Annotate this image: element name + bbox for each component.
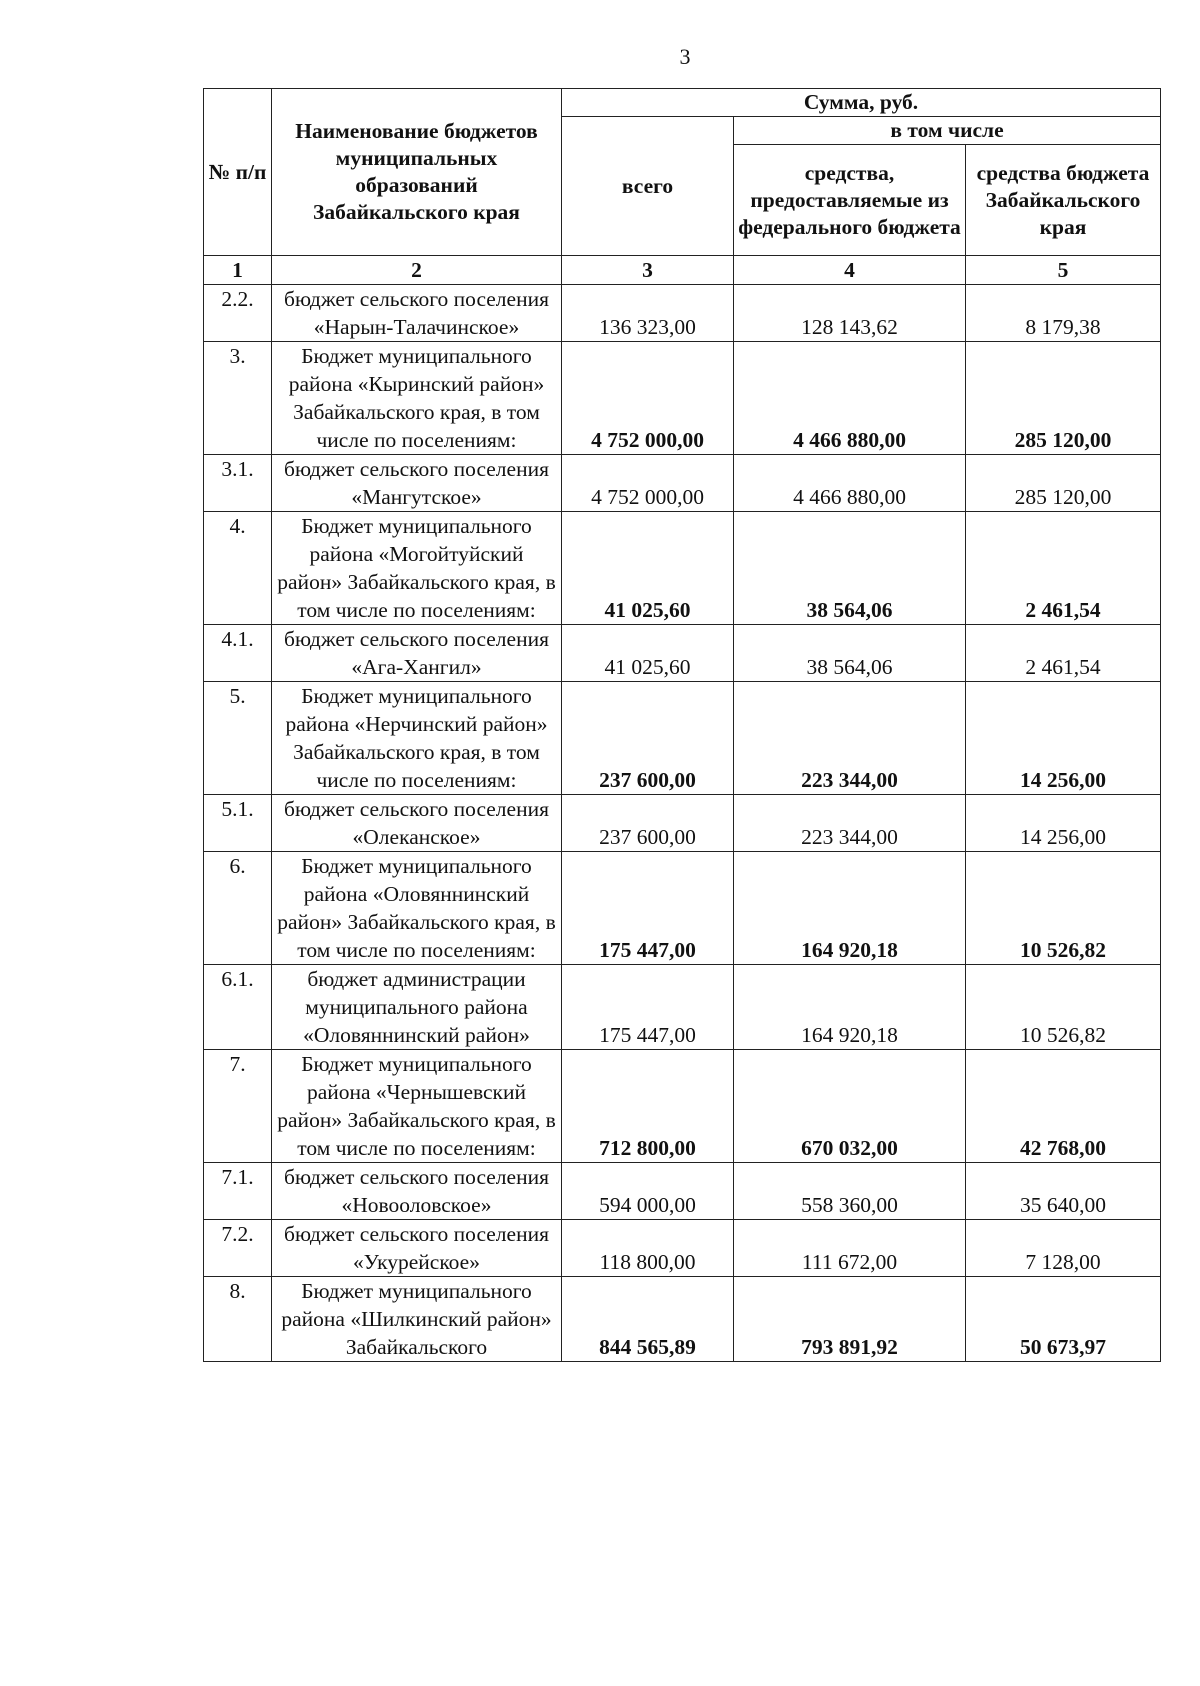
total-amount: 41 025,60 [562, 512, 734, 625]
table-row [204, 512, 1161, 625]
total-amount: 4 752 000,00 [562, 342, 734, 455]
table-body [204, 285, 1161, 1362]
table-row [204, 285, 1161, 342]
total-amount: 175 447,00 [562, 852, 734, 965]
total-amount: 118 800,00 [562, 1220, 734, 1277]
budget-name: Бюджет муниципального района «Нерчинский район» Забайкальского края, в том числе по поселениям: [272, 682, 562, 795]
row-number: 5.1. [204, 795, 272, 852]
federal-amount: 558 360,00 [734, 1163, 966, 1220]
regional-amount: 2 461,54 [966, 625, 1161, 682]
header-including: в том числе [734, 117, 1161, 145]
row-number: 4.1. [204, 625, 272, 682]
row-number: 7.2. [204, 1220, 272, 1277]
total-amount: 41 025,60 [562, 625, 734, 682]
table-row [204, 1220, 1161, 1277]
header-name: Наименование бюджетов муниципальных образований Забайкальского края [272, 89, 562, 256]
regional-amount: 2 461,54 [966, 512, 1161, 625]
table-row [204, 1163, 1161, 1220]
budget-name: Бюджет муниципального района «Кыринский район» Забайкальского края, в том числе по поселениям: [272, 342, 562, 455]
header-regional: средства бюджета Забайкальского края [966, 145, 1161, 256]
total-amount: 136 323,00 [562, 285, 734, 342]
regional-amount: 10 526,82 [966, 852, 1161, 965]
total-amount: 844 565,89 [562, 1277, 734, 1362]
table-row [204, 1277, 1161, 1362]
budget-table [203, 88, 1161, 1362]
federal-amount: 223 344,00 [734, 795, 966, 852]
header-total: всего [562, 117, 734, 256]
table-row [204, 852, 1161, 965]
budget-name: бюджет администрации муниципального района «Оловяннинский район» [272, 965, 562, 1050]
row-number: 8. [204, 1277, 272, 1362]
regional-amount: 285 120,00 [966, 342, 1161, 455]
table-row [204, 625, 1161, 682]
column-number: 3 [562, 256, 734, 285]
total-amount: 237 600,00 [562, 682, 734, 795]
federal-amount: 164 920,18 [734, 965, 966, 1050]
total-amount: 175 447,00 [562, 965, 734, 1050]
federal-amount: 4 466 880,00 [734, 342, 966, 455]
budget-name: бюджет сельского поселения «Новооловское» [272, 1163, 562, 1220]
total-amount: 712 800,00 [562, 1050, 734, 1163]
federal-amount: 38 564,06 [734, 625, 966, 682]
table-row [204, 1050, 1161, 1163]
federal-amount: 793 891,92 [734, 1277, 966, 1362]
table-row [204, 682, 1161, 795]
column-number: 2 [272, 256, 562, 285]
header-federal: средства, предоставляемые из федерального бюджета [734, 145, 966, 256]
federal-amount: 38 564,06 [734, 512, 966, 625]
total-amount: 4 752 000,00 [562, 455, 734, 512]
regional-amount: 14 256,00 [966, 795, 1161, 852]
column-number: 5 [966, 256, 1161, 285]
row-number: 3. [204, 342, 272, 455]
row-number: 7.1. [204, 1163, 272, 1220]
row-number: 3.1. [204, 455, 272, 512]
header-num: № п/п [204, 89, 272, 256]
table-row [204, 455, 1161, 512]
total-amount: 237 600,00 [562, 795, 734, 852]
row-number: 5. [204, 682, 272, 795]
regional-amount: 14 256,00 [966, 682, 1161, 795]
row-number: 2.2. [204, 285, 272, 342]
budget-name: Бюджет муниципального района «Чернышевский район» Забайкальского края, в том числе по поселениям: [272, 1050, 562, 1163]
column-number: 1 [204, 256, 272, 285]
row-number: 6.1. [204, 965, 272, 1050]
row-number: 6. [204, 852, 272, 965]
total-amount: 594 000,00 [562, 1163, 734, 1220]
budget-name: бюджет сельского поселения «Ага-Хангил» [272, 625, 562, 682]
budget-name: бюджет сельского поселения «Нарын-Талачинское» [272, 285, 562, 342]
table-header [204, 89, 1161, 285]
page-number: 3 [679, 44, 691, 69]
regional-amount: 50 673,97 [966, 1277, 1161, 1362]
column-number: 4 [734, 256, 966, 285]
regional-amount: 10 526,82 [966, 965, 1161, 1050]
regional-amount: 285 120,00 [966, 455, 1161, 512]
federal-amount: 670 032,00 [734, 1050, 966, 1163]
budget-name: Бюджет муниципального района «Могойтуйский район» Забайкальского края, в том числе по поселениям: [272, 512, 562, 625]
regional-amount: 7 128,00 [966, 1220, 1161, 1277]
regional-amount: 35 640,00 [966, 1163, 1161, 1220]
budget-name: Бюджет муниципального района «Оловяннинский район» Забайкальского края, в том числе по поселениям: [272, 852, 562, 965]
federal-amount: 223 344,00 [734, 682, 966, 795]
header-sum: Сумма, руб. [562, 89, 1161, 117]
table-row [204, 795, 1161, 852]
budget-name: бюджет сельского поселения «Укурейское» [272, 1220, 562, 1277]
budget-name: бюджет сельского поселения «Олеканское» [272, 795, 562, 852]
row-number: 4. [204, 512, 272, 625]
table-row [204, 342, 1161, 455]
row-number: 7. [204, 1050, 272, 1163]
budget-name: Бюджет муниципального района «Шилкинский район» Забайкальского [272, 1277, 562, 1362]
budget-name: бюджет сельского поселения «Мангутское» [272, 455, 562, 512]
federal-amount: 4 466 880,00 [734, 455, 966, 512]
federal-amount: 164 920,18 [734, 852, 966, 965]
federal-amount: 111 672,00 [734, 1220, 966, 1277]
table-row [204, 965, 1161, 1050]
regional-amount: 42 768,00 [966, 1050, 1161, 1163]
regional-amount: 8 179,38 [966, 285, 1161, 342]
federal-amount: 128 143,62 [734, 285, 966, 342]
column-numbers-row [204, 256, 1161, 285]
